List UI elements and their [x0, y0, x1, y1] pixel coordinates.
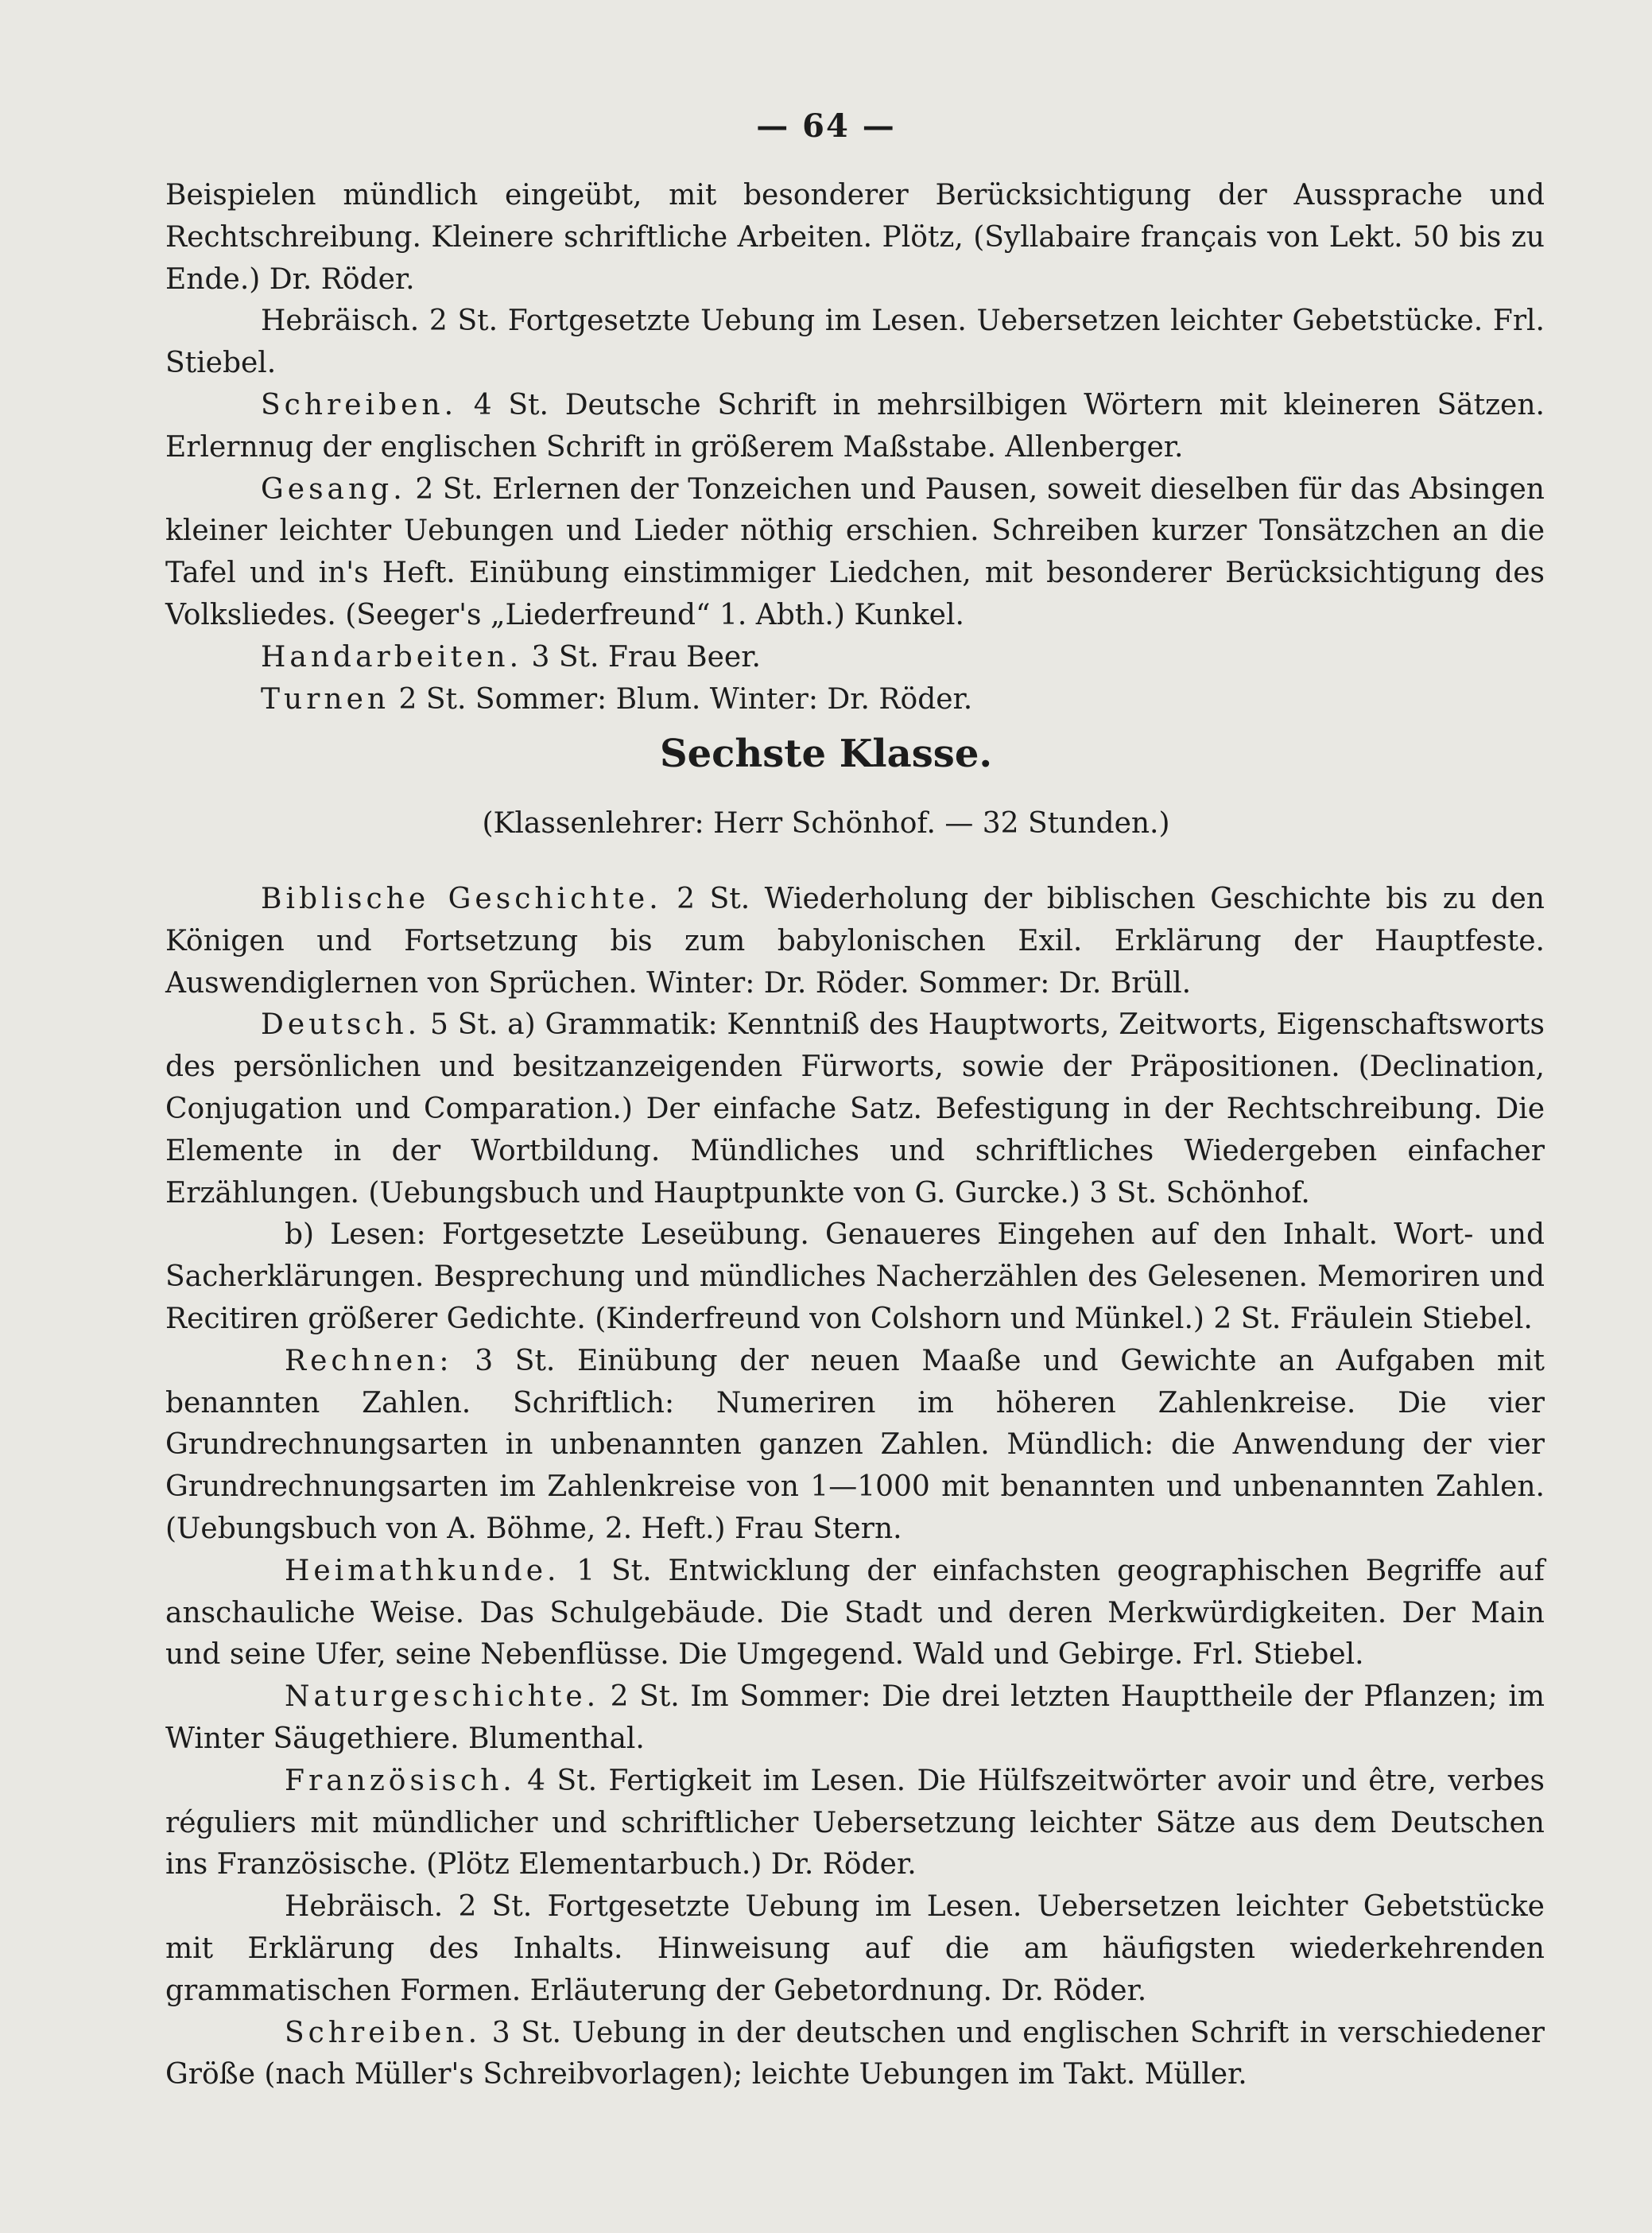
paragraph-singing	[165, 469, 1545, 637]
subject-text: 4 St. Fertigkeit im Lesen. Die Hülfszeitwörter avoir und être, verbes réguliers mit mündlicher und schriftlicher Uebersetzung leichter Sätze aus dem Deutschen ins Französische. (Plötz Elementarbuch.) Dr. Röder.	[165, 1764, 1545, 1882]
paragraph-writing-6	[165, 2013, 1545, 2097]
subject-heading: Schreiben.	[285, 2016, 482, 2049]
top-content	[165, 175, 1545, 720]
paragraph-natural-history	[165, 1676, 1545, 1761]
paragraph-hebrew-5	[165, 301, 1545, 385]
paragraph-biblical-history	[165, 879, 1545, 1004]
subject-heading: Biblische Geschichte.	[261, 883, 662, 915]
sixth-class-content	[165, 879, 1545, 2096]
paragraph-handwork	[165, 637, 1545, 679]
subject-heading: Rechnen:	[285, 1344, 453, 1377]
subject-heading: Heimathkunde.	[285, 1554, 560, 1587]
subject-heading: Handarbeiten.	[261, 640, 523, 674]
subject-text: 2 St. Fortgesetzte Uebung im Lesen. Uebersetzen leichter Gebetstücke. Frl. Stiebel.	[165, 305, 1545, 380]
subject-heading: Turnen	[261, 682, 390, 716]
subject-text: 1 St. Entwicklung der einfachsten geographischen Begriffe auf anschauliche Weise. Das Schulgebäude. Die Stadt und deren Merkwürdigkeiten. Der Main und seine Ufer, seine Nebenflüsse. Die Umgegend. Wald und Gebirge. Frl. Stiebel.	[165, 1554, 1545, 1672]
paragraph-german	[165, 1004, 1545, 1214]
subject-text: 4 St. Deutsche Schrift in mehrsilbigen Wörtern mit kleineren Sätzen. Erlernnug der englischen Schrift in größerem Maßstabe. Allenberger.	[165, 388, 1545, 464]
subject-heading: Naturgeschichte.	[285, 1680, 600, 1714]
paragraph-hebrew-6	[165, 1886, 1545, 2012]
subject-heading: Schreiben.	[261, 388, 458, 421]
subject-text: 2 St. Wiederholung der biblischen Geschichte bis zu den Königen und Fortsetzung bis zum babylonischen Exil. Erklärung der Hauptfeste. Auswendiglernen von Sprüchen. Winter: Dr. Röder. Sommer: Dr. Brüll.	[165, 883, 1545, 1000]
paragraph-french	[165, 1761, 1545, 1886]
subject-text: 2 St. Erlernen der Tonzeichen und Pausen, soweit dieselben für das Absingen kleiner leichter Uebungen und Lieder nöthig erschien. Schreiben kurzer Tonsätzchen an die Tafel und in's Heft. Einübung einstimmiger Liedchen, mit besonderer Berücksichtigung des Volksliedes. (Seeger's „Liederfreund“ 1. Abth.) Kunkel.	[165, 472, 1545, 631]
subject-text: 3 St. Frau Beer.	[531, 640, 761, 674]
subject-heading: Hebräisch.	[285, 1890, 444, 1924]
paragraph-writing-5	[165, 385, 1545, 469]
subject-text: 2 St. Im Sommer: Die drei letzten Haupttheile der Pflanzen; im Winter Säugethiere. Blumenthal.	[165, 1680, 1545, 1755]
paragraph-french-continued: Beispielen mündlich eingeübt, mit besonderer Berücksichtigung der Aussprache und Rechtschreibung. Kleinere schriftliche Arbeiten. Plötz, (Syllabaire français von Lekt. 50 bis zu Ende.) Dr. Röder.	[165, 179, 1545, 296]
paragraph-reading: b) Lesen: Fortgesetzte Leseübung. Genaueres Eingehen auf den Inhalt. Wort- und Sacherklärungen. Besprechung und mündliches Nacherzählen des Gelesenen. Memoriren und Recitiren größerer Gedichte. (Kinderfreund von Colshorn und Münkel.) 2 St. Fräulein Stiebel.	[165, 1218, 1545, 1335]
page-number: — 64 —	[756, 107, 896, 145]
section-subtitle: (Klassenlehrer: Herr Schönhof. — 32 Stunden.)	[482, 807, 1170, 840]
subject-text: 2 St. Sommer: Blum. Winter: Dr. Röder.	[398, 682, 973, 716]
subject-heading: Hebräisch.	[261, 305, 420, 338]
section-title: Sechste Klasse.	[659, 732, 993, 776]
subject-heading: Deutsch.	[261, 1008, 421, 1042]
paragraph-arithmetic	[165, 1341, 1545, 1551]
paragraph-local-studies	[165, 1551, 1545, 1676]
subject-text: 5 St. a) Grammatik: Kenntniß des Hauptworts, Zeitworts, Eigenschaftsworts des persönlichen und besitzanzeigenden Fürworts, sowie der Präpositionen. (Declination, Conjugation und Comparation.) Der einfache Satz. Befestigung in der Rechtschreibung. Die Elemente in der Wortbildung. Mündliches und schriftliches Wiedergeben einfacher Erzählungen. (Uebungsbuch und Hauptpunkte von G. Gurcke.) 3 St. Schönhof.	[165, 1008, 1545, 1210]
subject-text: 3 St. Uebung in der deutschen und englischen Schrift in verschiedener Größe (nach Müller's Schreibvorlagen); leichte Uebungen im Takt. Müller.	[165, 2016, 1545, 2091]
subject-heading: Französisch.	[285, 1764, 516, 1797]
subject-text: 2 St. Fortgesetzte Uebung im Lesen. Uebersetzen leichter Gebetstücke mit Erklärung des Inhalts. Hinweisung auf die am häufigsten wiederkehrenden grammatischen Formen. Erläuterung der Gebetordnung. Dr. Röder.	[165, 1890, 1545, 2007]
subject-text: 3 St. Einübung der neuen Maaße und Gewichte an Aufgaben mit benannten Zahlen. Schriftlich: Numeriren im höheren Zahlenkreise. Die vier Grundrechnungsarten in unbenannten ganzen Zahlen. Mündlich: die Anwendung der vier Grundrechnungsarten im Zahlenkreise von 1—1000 mit benannten und unbenannten Zahlen. (Uebungsbuch von A. Böhme, 2. Heft.) Frau Stern.	[165, 1344, 1545, 1545]
paragraph-gymnastics	[165, 679, 1545, 721]
subject-heading: Gesang.	[261, 472, 406, 506]
